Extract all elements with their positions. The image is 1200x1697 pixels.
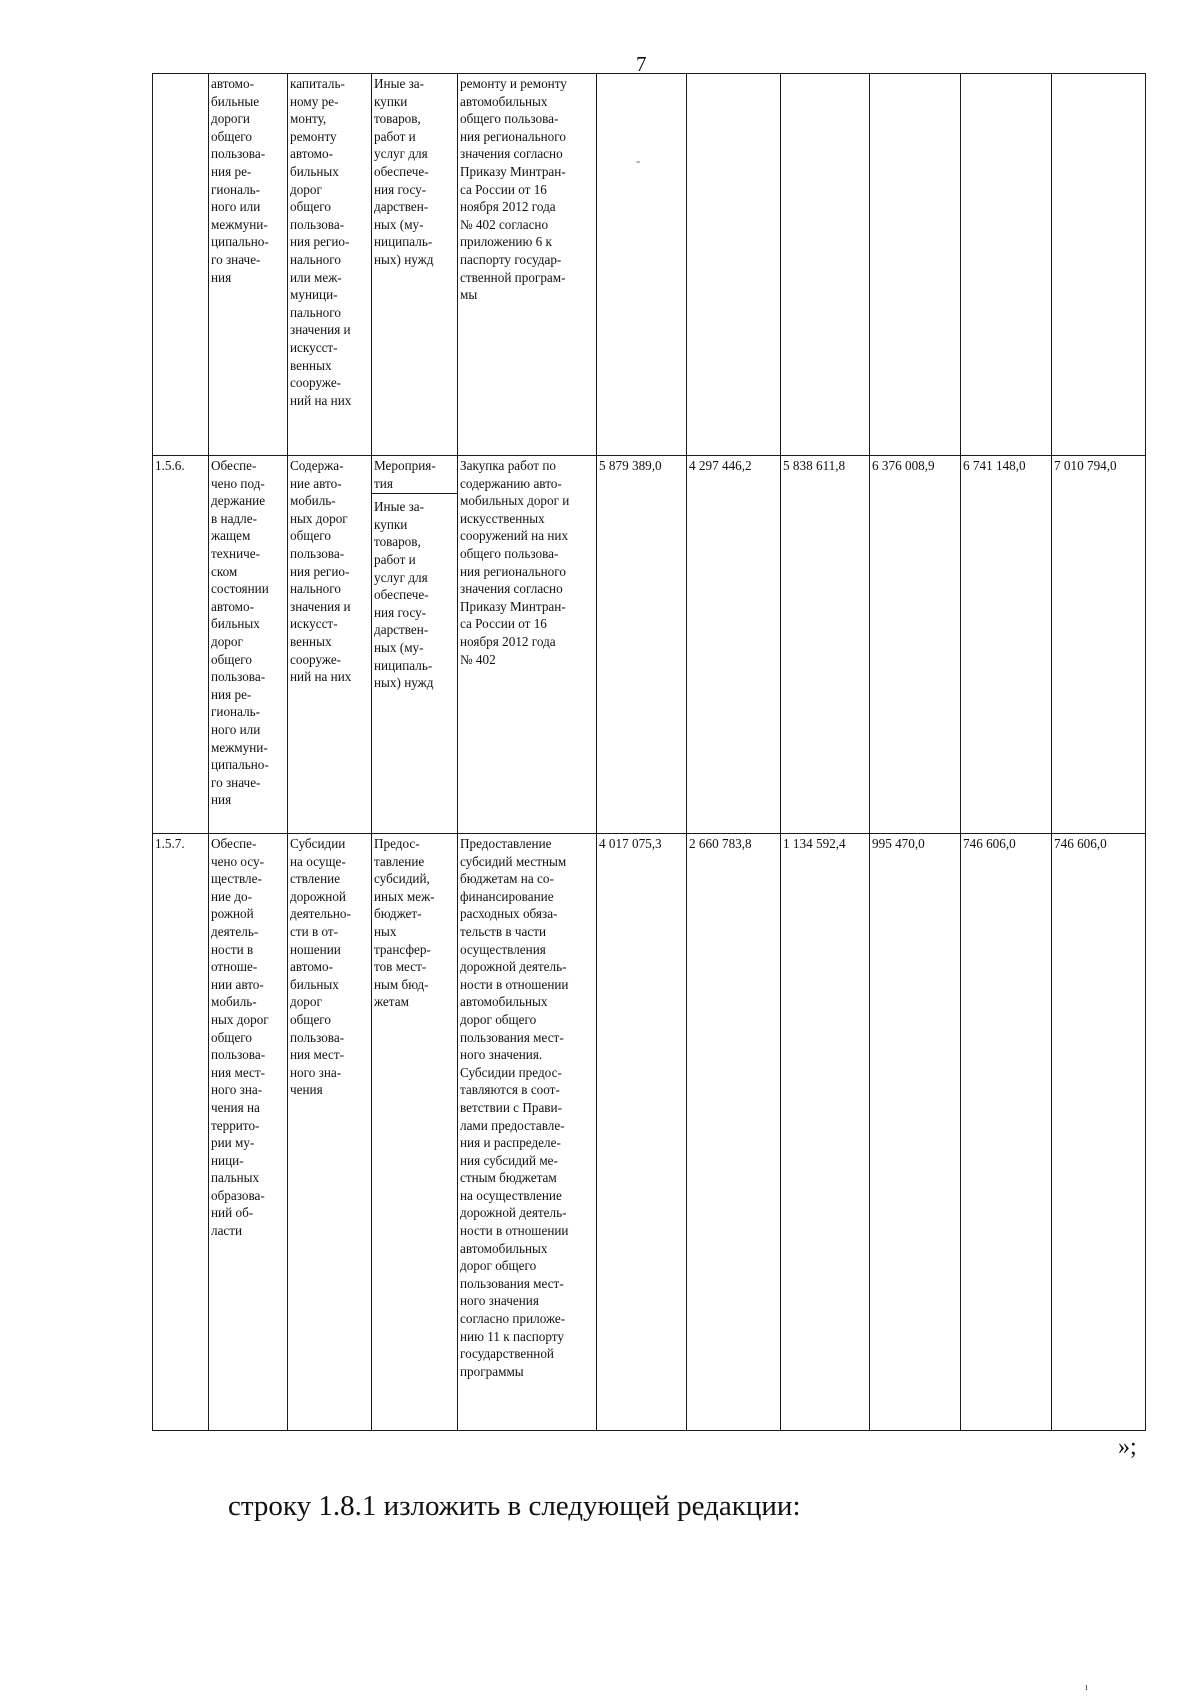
empty-value-dash: - [636,153,641,168]
row-number-cell [153,74,209,456]
row-number-cell: 1.5.6. [153,456,209,834]
value-cell-6: 746 606,0 [1052,834,1146,1431]
value-cell-6 [1052,74,1146,456]
description-cell: Закупка работ по содержанию авто- мобильных дорог и искусственных сооружений на них общего пользова- ния регионального значения согласно Приказу Минтран- са России от 16 ноября 2012 года № 402 [458,456,597,834]
expense-type-label: Иные за- купки товаров, работ и услуг для обеспече- ния госу- дарствен- ных (му- ниципаль- ных) нужд [374,499,434,691]
table-row [153,834,1146,1431]
value-cell-2 [687,74,781,456]
description-cell: Предоставление субсидий местным бюджетам на со- финансирование расходных обяза- тельств в части осуществления дорожной деятель- ности в отношении автомобильных дорог общего пользования мест- ного значения. Субсидии предос- тавляются в соот- ветствии с Прави- лами предоставле- ния и распределе- ния субсидий ме- стным бюджетам на осуществление дорожной деятель- ности в отношении автомобильных дорог общего пользования мест- ного значения согласно приложе- нию 11 к паспорту государственной программы [458,834,597,1431]
value-cell-3: 1 134 592,4 [781,834,870,1431]
amendment-instruction: строку 1.8.1 изложить в следующей редакции: [228,1490,801,1522]
value-cell-1: 5 879 389,0 [597,456,687,834]
task-cell: капиталь- ному ре- монту, ремонту автомо- бильных дорог общего пользова- ния регио- нального или меж- муници- пального значения и искусст- венных сооруже- ний на них [288,74,372,456]
task-cell: Содержа- ние авто- мобиль- ных дорог общего пользова- ния регио- нального значения и искусст- венных сооруже- ний на них [288,456,372,834]
task-cell: Субсидии на осуще- ствление дорожной деятельно- сти в от- ношении автомо- бильных дорог общего пользова- ния мест- ного зна- чения [288,834,372,1431]
value-cell-4: 6 376 008,9 [870,456,961,834]
value-cell-6: 7 010 794,0 [1052,456,1146,834]
value-cell-5: 6 741 148,0 [961,456,1052,834]
value-cell-2: 2 660 783,8 [687,834,781,1431]
event-type-label: Мероприя- тия [372,457,457,494]
scan-mark: ı [1085,1682,1088,1693]
page-number: 7 [636,52,647,76]
event-cell: Предос- тавление субсидий, иных меж- бюджет- ных трансфер- тов мест- ным бюд- жетам [372,834,458,1431]
value-cell-4 [870,74,961,456]
value-cell-5: 746 606,0 [961,834,1052,1431]
value-cell-1: 4 017 075,3 [597,834,687,1431]
value-cell-1 [597,74,687,456]
table-row [153,74,1146,456]
goal-cell: Обеспе- чено осу- ществле- ние до- рожной деятель- ности в отноше- нии авто- мобиль- ных дорог общего пользова- ния мест- ного зна- чения на террито- рии му- ници- пальных образова- ний об- ласти [209,834,288,1431]
value-cell-2: 4 297 446,2 [687,456,781,834]
table-row [153,456,1146,834]
value-cell-3: 5 838 611,8 [781,456,870,834]
value-cell-5 [961,74,1052,456]
value-cell-4: 995 470,0 [870,834,961,1431]
goal-cell: Обеспе- чено под- держание в надле- жащем техниче- ском состоянии автомо- бильных дорог общего пользова- ния ре- гиональ- ного или межмуни- ципально- го значе- ния [209,456,288,834]
value-cell-3 [781,74,870,456]
event-cell: Иные за- купки товаров, работ и услуг для обеспече- ния госу- дарствен- ных (му- ниципаль- ных) нужд [372,74,458,456]
program-table [152,73,1146,1431]
goal-cell: автомо- бильные дороги общего пользова- ния ре- гиональ- ного или межмуни- ципально- го значе- ния [209,74,288,456]
closing-quote: »; [1118,1434,1137,1460]
description-cell: ремонту и ремонту автомобильных общего пользова- ния регионального значения согласно Приказу Минтран- са России от 16 ноября 2012 года № 402 согласно приложению 6 к паспорту государ- ственной програм- мы [458,74,597,456]
row-number-cell: 1.5.7. [153,834,209,1431]
event-cell [372,456,458,834]
